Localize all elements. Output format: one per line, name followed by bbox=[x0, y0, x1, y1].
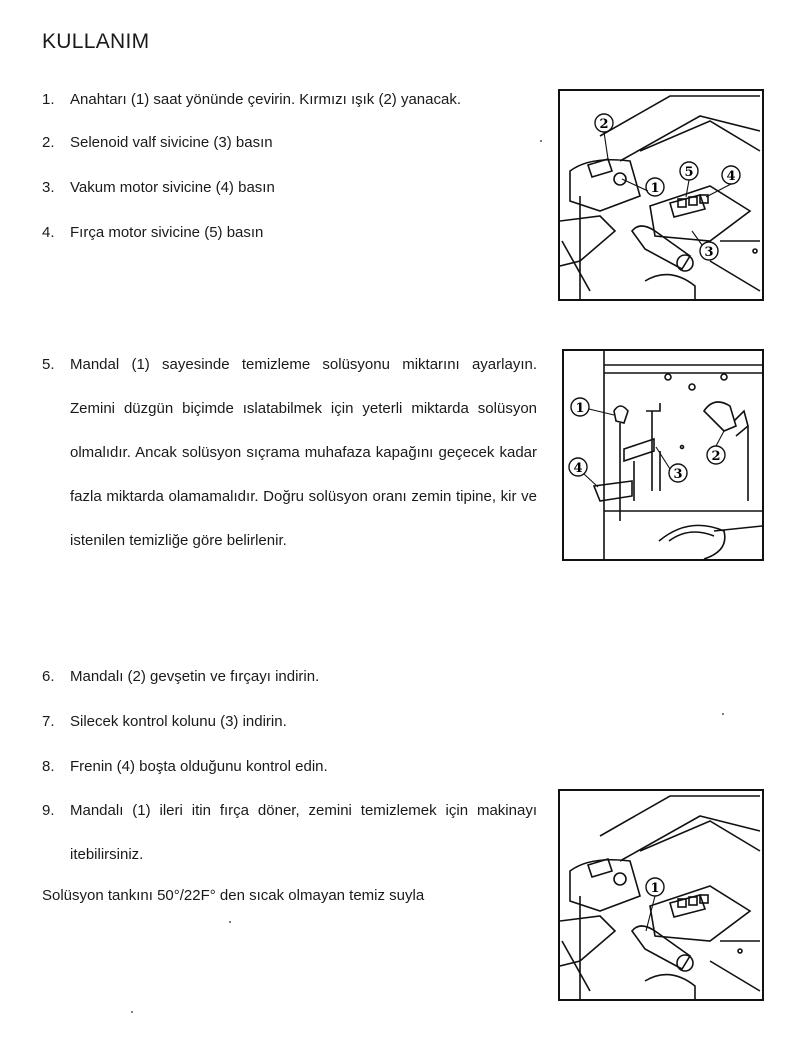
callout-2: 2 bbox=[711, 449, 721, 464]
step-1 bbox=[42, 89, 461, 111]
callout-1: 1 bbox=[650, 881, 660, 896]
callout-5: 5 bbox=[684, 165, 694, 180]
callout-4: 4 bbox=[573, 461, 583, 476]
step-2 bbox=[42, 132, 273, 154]
figure-control-panel bbox=[558, 89, 764, 301]
page-title: KULLANIM bbox=[42, 30, 150, 53]
step-number: 4. bbox=[42, 224, 55, 241]
step-number: 7. bbox=[42, 713, 55, 730]
figure-control-panel-lever bbox=[558, 789, 764, 1001]
scan-speck bbox=[540, 140, 542, 142]
step-text: Silecek kontrol kolunu (3) indirin. bbox=[70, 713, 287, 730]
step-text: Vakum motor sivicine (4) basın bbox=[70, 179, 275, 196]
scan-speck bbox=[131, 1011, 133, 1013]
scan-speck bbox=[722, 713, 724, 715]
callout-3: 3 bbox=[673, 467, 683, 482]
step-number: 1. bbox=[42, 91, 55, 108]
step-8 bbox=[42, 756, 328, 778]
step-text: Mandalı (1) ileri itin fırça döner, zemini temizlemek için makinayı itebilirsiniz. bbox=[70, 802, 537, 863]
callout-2: 2 bbox=[599, 117, 609, 132]
callout-1: 1 bbox=[575, 401, 585, 416]
step-text: Fırça motor sivicine (5) basın bbox=[70, 224, 264, 241]
note-text: Solüsyon tankını 50°/22F° den sıcak olmayan temiz suyla bbox=[42, 887, 425, 904]
figure-levers bbox=[562, 349, 764, 561]
step-6 bbox=[42, 666, 319, 688]
step-number: 6. bbox=[42, 668, 55, 685]
callout-3: 3 bbox=[704, 245, 714, 260]
step-number: 9. bbox=[42, 802, 55, 819]
step-4 bbox=[42, 222, 263, 244]
step-number: 3. bbox=[42, 179, 55, 196]
step-5 bbox=[42, 354, 537, 574]
step-text: Anahtarı (1) saat yönünde çevirin. Kırmızı ışık (2) yanacak. bbox=[70, 91, 461, 108]
step-text: Mandalı (2) gevşetin ve fırçayı indirin. bbox=[70, 668, 320, 685]
scan-speck bbox=[229, 921, 231, 923]
step-number: 2. bbox=[42, 134, 55, 151]
control-panel-lever-illustration bbox=[560, 791, 762, 999]
levers-illustration bbox=[564, 351, 762, 559]
step-3 bbox=[42, 177, 275, 199]
step-9 bbox=[42, 800, 537, 888]
callout-1: 1 bbox=[650, 181, 660, 196]
step-text: Frenin (4) boşta olduğunu kontrol edin. bbox=[70, 758, 328, 775]
step-text: Mandal (1) sayesinde temizleme solüsyonu miktarını ayarlayın. Zemini düzgün biçimde ıslatabilmek için yeterli miktarda solüsyon olmalıdır. Ancak solüsyon sıçrama muhafaza kapağını geçecek kadar fazla miktarda olamamalıdır. Doğru solüsyon oranı zemin tipine, kir ve istenilen temizliğe göre belirlenir. bbox=[70, 356, 537, 549]
step-7 bbox=[42, 711, 287, 733]
control-panel-illustration bbox=[560, 91, 762, 299]
step-text: Selenoid valf sivicine (3) basın bbox=[70, 134, 273, 151]
callout-4: 4 bbox=[726, 169, 736, 184]
step-number: 8. bbox=[42, 758, 55, 775]
step-number: 5. bbox=[42, 356, 55, 373]
